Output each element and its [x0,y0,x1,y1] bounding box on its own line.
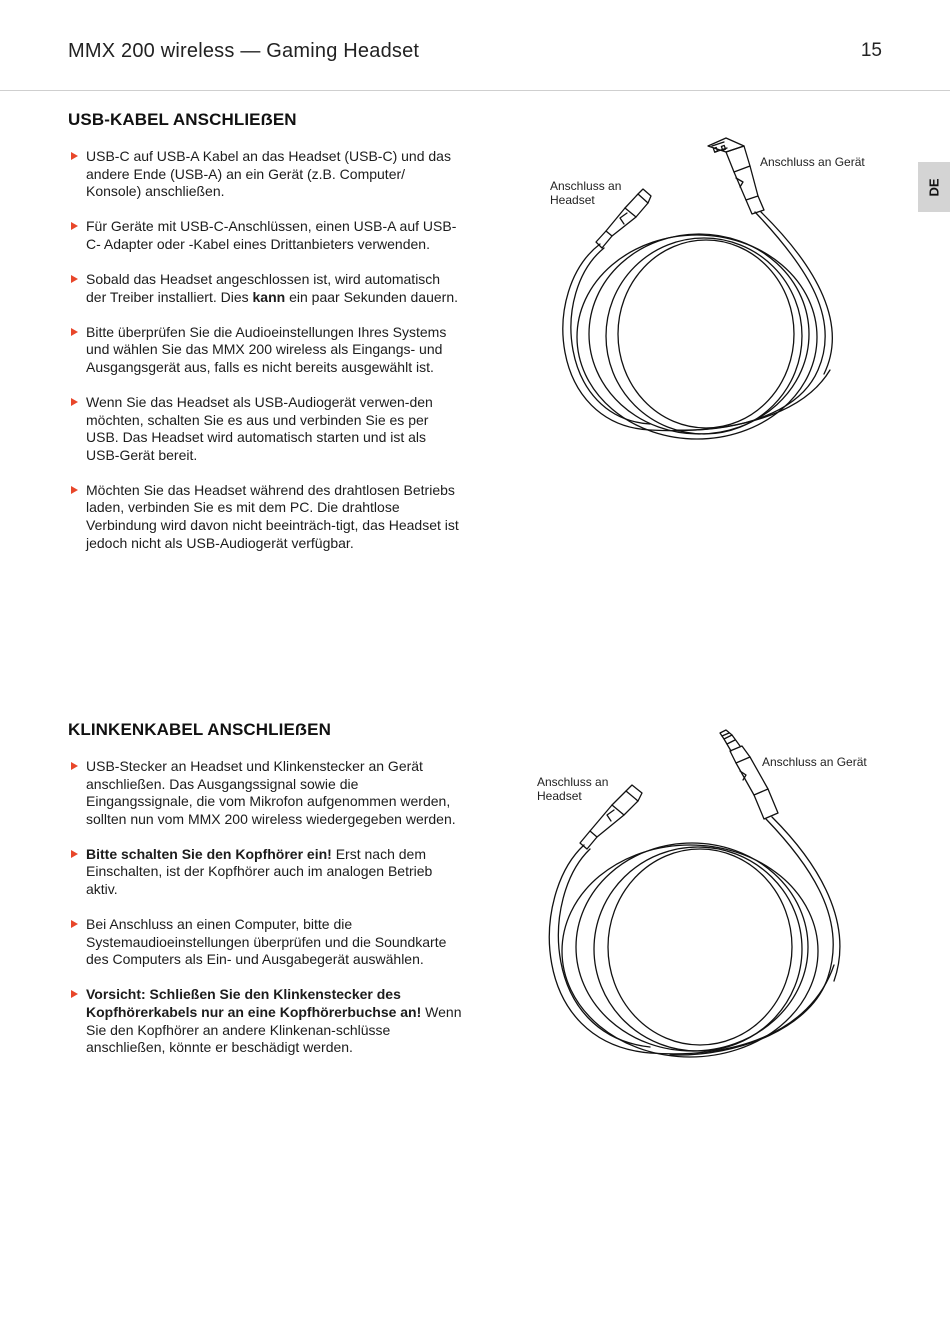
cable-coil [608,849,792,1045]
emphasis-text: Vorsicht: Schließen Sie den Klinkenstecker des Kopfhörerkabels nur an eine Kopfhörerbuchse an! [86,986,422,1021]
callout-device-connection: Anschluss an Gerät [762,755,867,769]
cable-coil [589,234,809,434]
cable-strand [761,212,832,374]
list-item-text: USB-C auf USB-A Kabel an das Headset (USB-C) und das andere Ende (USB-A) an ein Gerät (z.B. Computer/ Konsole) anschließen. [86,148,451,200]
list-item [68,148,463,201]
callout-headset-connection: Anschluss an Headset [537,775,609,803]
list-item [68,324,463,377]
page-number: 15 [860,40,882,61]
usb-instructions-list [68,148,463,552]
list-item [68,846,463,899]
list-item [68,218,463,253]
callout-headset-connection: Anschluss an Headset [550,179,622,207]
list-item-text: Bei Anschluss an einen Computer, bitte die Systemaudioeinstellungen überprüfen und die Soundkarte des Computers als Ein- und Ausgabegerät auswählen. [86,916,447,968]
cable-coil [606,238,802,434]
list-item-text: Sobald das Headset angeschlossen ist, wird automatisch der Treiber installiert. Dies [86,270,441,305]
usb-cable-illustration [500,120,920,450]
header-divider [0,90,950,91]
cable-strand [772,817,840,981]
jack-connector [720,730,778,819]
page-header-title: MMX 200 wireless — Gaming Headset [68,40,420,62]
jack-section-heading: KLINKENKABEL ANSCHLIEẞEN [68,720,331,739]
emphasis-text: kann [252,288,286,305]
language-tab [918,162,950,212]
list-item-text: ein paar Sekunden dauern. [285,288,459,305]
list-item [68,916,463,969]
language-tab-label: DE [926,177,942,197]
cable-coil [562,845,818,1057]
cable-coil [618,240,794,428]
cable-strand [670,819,833,1055]
emphasis-text: Bitte schalten Sie den Kopfhörer ein! [86,845,332,862]
list-item [68,271,463,306]
callout-device-connection: Anschluss an Gerät [760,155,865,169]
list-item-text: Wenn Sie den Kopfhörer an andere Klinkenan-schlüsse anschließen, könnte er beschädigt werden. [86,1004,462,1056]
cable-coil [594,847,802,1051]
list-item [68,482,463,552]
list-item-text: USB-Stecker an Headset und Klinkenstecker an Gerät anschließen. Das Ausgangssignal sowie die Eingangssignale, die vom Mikrofon aufgenommen werden, sollten nun vom MMX 200 wireless wiedergegeben werden. [86,758,456,827]
list-item [68,986,463,1056]
jack-instructions-list [68,758,463,1057]
list-item [68,394,463,464]
list-item [68,758,463,828]
cable-strand [675,212,825,430]
list-item-text: Für Geräte mit USB-C-Anschlüssen, einen USB-A auf USB-C- Adapter oder -Kabel eines Drittanbieters verwenden. [86,218,457,252]
usb-section-heading: USB-KABEL ANSCHLIEẞEN [68,110,297,129]
usba-connector [708,138,764,214]
list-item-text: Erst nach dem Einschalten, ist der Kopfhörer auch im analogen Betrieb aktiv. [86,845,433,898]
list-item-text: Wenn Sie das Headset als USB-Audiogerät verwen-den möchten, schalten Sie es aus und verbinden Sie es per USB. Das Headset wird automatisch starten und ist als USB-Gerät bereit. [86,393,433,463]
list-item-text: Möchten Sie das Headset während des drahtlosen Betriebs laden, verbinden Sie es mit dem PC. Die drahtlose Verbindung wird davon nicht beeinträch-tigt, das Headset ist jedoch nicht als USB-Audiogerät verfügbar. [86,481,459,551]
list-item-text: Bitte überprüfen Sie die Audioeinstellungen Ihres Systems und wählen Sie das MMX 200 wireless als Eingangs- und Ausgangsgerät aus, falls es nicht bereits ausgewählt ist. [86,323,447,375]
